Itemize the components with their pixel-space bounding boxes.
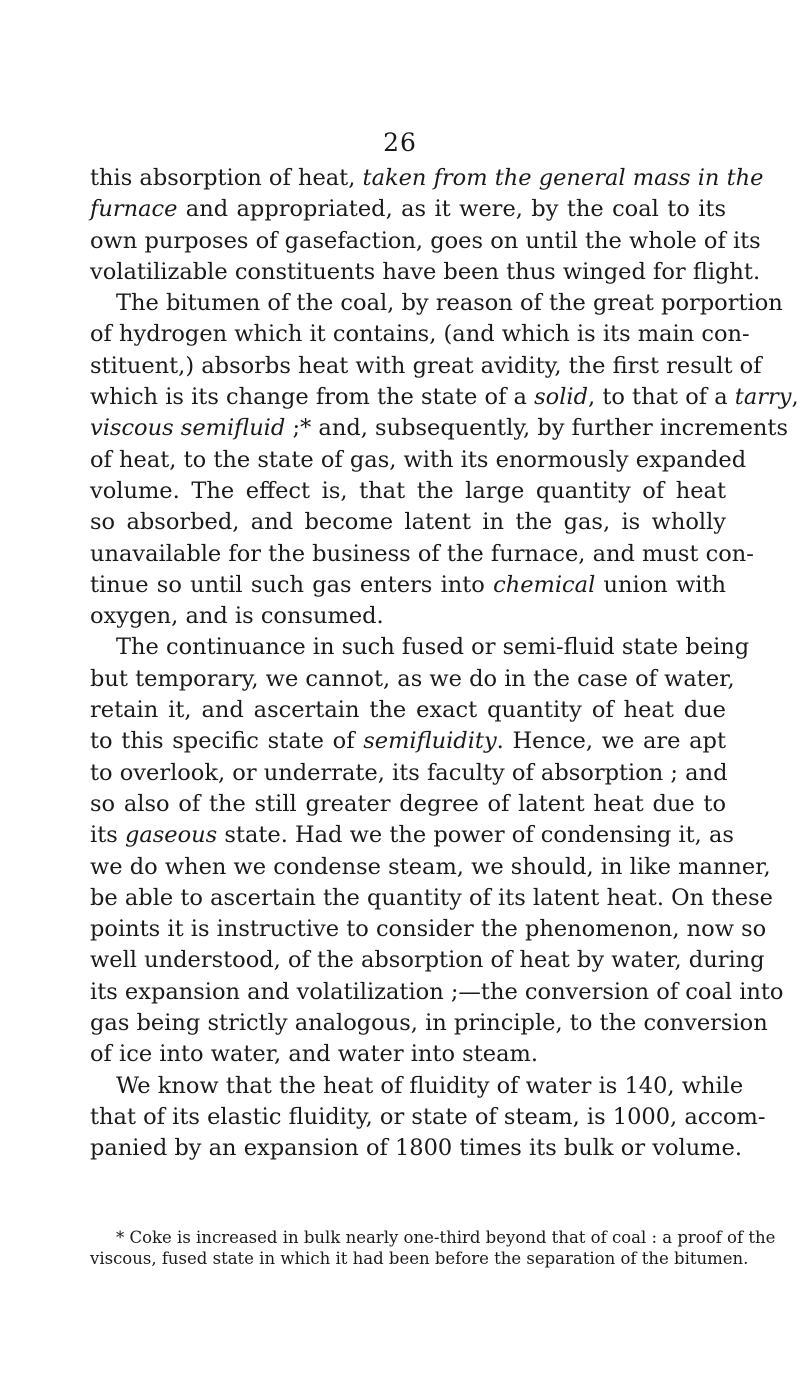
text-run: union with bbox=[595, 571, 726, 598]
text-line bbox=[90, 632, 750, 663]
text-line bbox=[90, 194, 726, 225]
paragraph bbox=[90, 1071, 766, 1165]
text-run: points it is instructive to consider the phenomenon, now so bbox=[90, 916, 767, 943]
text-run: . Hence, we are apt bbox=[496, 728, 726, 755]
text-line bbox=[90, 1102, 766, 1133]
text-run: this absorption of heat, bbox=[90, 165, 363, 191]
text-run: of heat, to the state of gas, with its enormously expanded bbox=[90, 446, 747, 473]
text-run: but temporary, we cannot, as we do in the case of water, bbox=[90, 665, 735, 692]
text-line bbox=[90, 351, 762, 382]
text-run: we do when we condense steam, we should, in like manner, bbox=[90, 853, 771, 880]
footnote-line: viscous, fused state in which it had been before the separation of the bitumen. bbox=[90, 1249, 749, 1268]
text-run: its expansion and volatilization ;—the conversion of coal into bbox=[90, 978, 784, 1005]
text-run: volatilizable constituents have been thus winged for flight. bbox=[90, 258, 761, 285]
text-run: well understood, of the absorption of heat by water, during bbox=[90, 947, 765, 974]
text-line bbox=[90, 945, 765, 976]
italic-text: taken from the general mass in the bbox=[362, 165, 764, 191]
text-run: of ice into water, and water into steam. bbox=[90, 1041, 538, 1068]
text-line bbox=[90, 977, 784, 1008]
text-line bbox=[90, 664, 735, 695]
text-run: We know that the heat of fluidity of water is 140, while bbox=[116, 1072, 744, 1099]
text-run: state. Had we the power of condensing it, as bbox=[217, 822, 734, 849]
text-line bbox=[90, 852, 771, 883]
italic-text: solid bbox=[534, 384, 589, 411]
italic-text: viscous semifluid bbox=[90, 415, 286, 442]
text-run: that of its elastic fluidity, or state of steam, is 1000, accom- bbox=[90, 1103, 766, 1130]
text-run: which is its change from the state of a bbox=[90, 384, 535, 411]
text-line bbox=[90, 288, 783, 319]
paragraph bbox=[90, 288, 799, 632]
body-text bbox=[90, 163, 799, 1165]
text-line bbox=[90, 1008, 768, 1039]
footnote bbox=[90, 1227, 776, 1269]
text-line bbox=[90, 695, 726, 726]
text-line bbox=[90, 758, 726, 789]
text-line bbox=[90, 883, 773, 914]
text-run: , bbox=[791, 384, 799, 411]
text-run: be able to ascertain the quantity of its latent heat. On these bbox=[90, 884, 773, 911]
text-run: volume. The effect is, that the large quantity of heat bbox=[90, 477, 726, 504]
text-line bbox=[90, 257, 761, 288]
text-run: to overlook, or underrate, its faculty of absorption ; and bbox=[90, 759, 728, 786]
text-line bbox=[90, 319, 750, 350]
text-run: panied by an expansion of 1800 times its bulk or volume. bbox=[90, 1135, 742, 1162]
text-run: to this specific state of bbox=[90, 728, 364, 755]
text-run: and appropriated, as it were, by the coal to its bbox=[177, 196, 726, 223]
page-number: 26 bbox=[383, 128, 417, 157]
text-line bbox=[90, 1071, 744, 1102]
paragraph bbox=[90, 632, 784, 1070]
text-run: unavailable for the business of the furnace, and must con- bbox=[90, 540, 754, 567]
italic-text: chemical bbox=[493, 571, 596, 598]
text-line bbox=[90, 789, 726, 820]
text-run: so also of the still greater degree of latent heat due to bbox=[90, 790, 726, 817]
text-run: stituent,) absorbs heat with great avidity, the first result of bbox=[90, 352, 762, 379]
text-line bbox=[90, 507, 726, 538]
text-line bbox=[90, 726, 726, 757]
text-run: tinue so until such gas enters into bbox=[90, 571, 494, 598]
text-run: The continuance in such fused or semi-fluid state being bbox=[116, 634, 750, 661]
text-run: of hydrogen which it contains, (and which is its main con- bbox=[90, 321, 750, 348]
text-line bbox=[90, 1133, 742, 1164]
text-run: gas being strictly analogous, in principle, to the conversion bbox=[90, 1010, 768, 1037]
italic-text: tarry bbox=[734, 384, 792, 411]
text-run: own purposes of gasefaction, goes on until the whole of its bbox=[90, 227, 761, 254]
text-run: , to that of a bbox=[588, 384, 735, 411]
text-line bbox=[90, 445, 747, 476]
text-line bbox=[90, 476, 726, 507]
text-run: oxygen, and is consumed. bbox=[90, 603, 384, 630]
text-line bbox=[90, 163, 764, 194]
text-line bbox=[90, 601, 726, 632]
italic-text: gaseous bbox=[124, 822, 218, 849]
text-line bbox=[90, 413, 788, 444]
text-line bbox=[90, 226, 761, 257]
text-line bbox=[90, 820, 734, 851]
text-run: its bbox=[90, 822, 125, 849]
text-line bbox=[90, 570, 726, 601]
italic-text: semifluidity bbox=[363, 728, 497, 755]
text-run: so absorbed, and become latent in the gas, is wholly bbox=[90, 509, 726, 536]
text-run: The bitumen of the coal, by reason of the great porportion bbox=[116, 290, 783, 317]
text-run: ;* and, subsequently, by further increments bbox=[285, 415, 788, 442]
paragraph bbox=[90, 163, 764, 288]
text-line bbox=[90, 914, 767, 945]
footnote-line: * Coke is increased in bulk nearly one-third beyond that of coal : a proof of the bbox=[116, 1228, 776, 1247]
text-line bbox=[90, 382, 799, 413]
text-line bbox=[90, 539, 754, 570]
text-line bbox=[90, 1039, 726, 1070]
italic-text: furnace bbox=[90, 196, 178, 223]
text-run: retain it, and ascertain the exact quantity of heat due bbox=[90, 697, 726, 724]
